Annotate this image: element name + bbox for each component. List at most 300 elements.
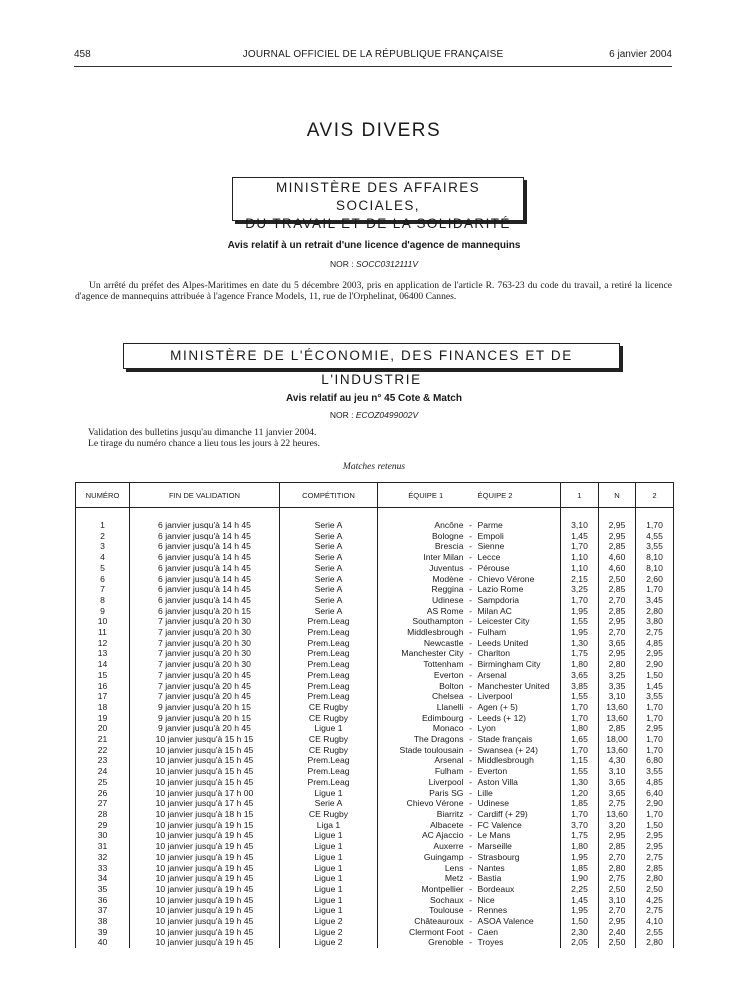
- cell-cote-1: 2,05: [561, 937, 599, 948]
- cell-cote-1: 1,70: [561, 595, 599, 606]
- cell-cote-1: 1,45: [561, 531, 599, 542]
- cell-equipe-2: Milan AC: [477, 605, 512, 616]
- col-header-2: 2: [636, 483, 674, 508]
- cell-cote-1: 1,55: [561, 616, 599, 627]
- cell-cote-1: 3,85: [561, 681, 599, 692]
- table-row: [76, 713, 674, 724]
- cell-cote-n: 3,65: [599, 788, 636, 799]
- cell-dash: -: [469, 830, 472, 841]
- cell-competition: Serie A: [280, 531, 378, 542]
- cell-equipe-2: Parme: [477, 520, 503, 530]
- cell-competition: Prem.Leag: [280, 766, 378, 777]
- cell-dash: -: [469, 573, 472, 584]
- cell-dash: -: [469, 766, 472, 777]
- cell-equipe-1: Udinese: [378, 595, 468, 606]
- col-header-competition: COMPÉTITION: [280, 483, 378, 508]
- cell-dash: -: [469, 691, 472, 702]
- cell-equipe-1: Inter Milan: [378, 552, 468, 563]
- table-row: [76, 541, 674, 552]
- cell-competition: Ligue 2: [280, 916, 378, 927]
- cell-cote-2: 3,55: [636, 541, 674, 552]
- cell-equipe-2: Lazio Rome: [477, 584, 524, 595]
- cell-numero: 19: [76, 713, 130, 724]
- cell-cote-2: 2,50: [636, 884, 674, 895]
- cell-dash: -: [469, 926, 472, 937]
- cell-numero: 26: [76, 788, 130, 799]
- cell-dash: -: [469, 819, 472, 830]
- cell-dash: -: [469, 734, 472, 745]
- cell-cote-1: 1,80: [561, 841, 599, 852]
- cell-dash: -: [469, 808, 472, 819]
- cell-cote-1: 1,10: [561, 552, 599, 563]
- cell-competition: Serie A: [280, 584, 378, 595]
- table-row: [76, 809, 674, 820]
- cell-equipe-1: Edimbourg: [378, 713, 468, 724]
- table-row: [76, 606, 674, 617]
- cell-fin-validation: 10 janvier jusqu'à 19 h 45: [130, 830, 280, 841]
- cell-cote-1: 1,70: [561, 713, 599, 724]
- cell-cote-1: 1,70: [561, 809, 599, 820]
- cell-fin-validation: 7 janvier jusqu'à 20 h 30: [130, 638, 280, 649]
- cell-equipe-2: Marseille: [477, 841, 512, 852]
- cell-equipe-1: The Dragons: [378, 734, 468, 745]
- cell-cote-n: 2,40: [599, 927, 636, 938]
- ministry-line: MINISTÈRE DE L'ÉCONOMIE, DES FINANCES ET DE L'INDUSTRIE: [170, 348, 573, 387]
- cell-cote-2: 2,80: [636, 937, 674, 948]
- page-header: [74, 49, 672, 63]
- cell-dash: -: [469, 701, 472, 712]
- cell-cote-1: 1,50: [561, 916, 599, 927]
- cell-cote-2: 4,85: [636, 638, 674, 649]
- cell-cote-n: 2,85: [599, 723, 636, 734]
- cell-fin-validation: 9 janvier jusqu'à 20 h 45: [130, 723, 280, 734]
- cell-cote-n: 2,95: [599, 531, 636, 542]
- cell-dash: -: [469, 541, 472, 552]
- cell-equipe-1: Tottenham: [378, 659, 468, 670]
- table-row: [76, 798, 674, 809]
- cell-cote-2: 2,90: [636, 798, 674, 809]
- table-row: [76, 648, 674, 659]
- cell-dash: -: [469, 530, 472, 541]
- cell-fin-validation: 6 janvier jusqu'à 14 h 45: [130, 574, 280, 585]
- cell-fin-validation: 7 janvier jusqu'à 20 h 30: [130, 648, 280, 659]
- cell-cote-1: 1,30: [561, 638, 599, 649]
- cell-equipe-2: FC Valence: [477, 819, 522, 830]
- table-row: [76, 638, 674, 649]
- notice-title-jeu: Avis relatif au jeu n° 45 Cote & Match: [286, 393, 462, 404]
- cell-fin-validation: 10 janvier jusqu'à 15 h 45: [130, 766, 280, 777]
- col-header-equipe-1: ÉQUIPE 1: [378, 483, 474, 508]
- cell-competition: Ligue 1: [280, 830, 378, 841]
- cell-equipe-1: Châteauroux: [378, 916, 468, 927]
- cell-competition: Prem.Leag: [280, 777, 378, 788]
- cell-cote-n: 3,65: [599, 777, 636, 788]
- cell-equipe-2: Everton: [477, 766, 508, 777]
- cell-dash: -: [469, 873, 472, 884]
- cell-competition: Ligue 1: [280, 873, 378, 884]
- cell-equipe-1: Paris SG: [378, 788, 468, 799]
- cell-equipe-2: Bordeaux: [477, 883, 515, 894]
- cell-equipe-2: Rennes: [477, 905, 508, 916]
- cell-equipe-2: Le Mans: [477, 830, 511, 841]
- cell-competition: Prem.Leag: [280, 627, 378, 638]
- cell-dash: -: [469, 584, 472, 595]
- cell-fin-validation: 7 janvier jusqu'à 20 h 30: [130, 616, 280, 627]
- cell-equipe-1: Bolton: [378, 681, 468, 692]
- cell-numero: 13: [76, 648, 130, 659]
- cell-dash: -: [469, 637, 472, 648]
- cell-equipe-1: Clermont Foot: [378, 927, 468, 938]
- cell-dash: -: [469, 798, 472, 809]
- cell-numero: 8: [76, 595, 130, 606]
- table-row: [76, 552, 674, 563]
- issue-date: 6 janvier 2004: [609, 49, 672, 60]
- cell-equipe-1: Monaco: [378, 723, 468, 734]
- cell-competition: Ligue 1: [280, 723, 378, 734]
- cell-cote-2: 1,70: [636, 809, 674, 820]
- cell-equipe-2: Pérouse: [477, 562, 510, 573]
- cell-cote-2: 2,55: [636, 927, 674, 938]
- table-row: [76, 702, 674, 713]
- cell-numero: 5: [76, 563, 130, 574]
- cell-fin-validation: 6 janvier jusqu'à 14 h 45: [130, 584, 280, 595]
- cell-cote-2: 2,95: [636, 723, 674, 734]
- cell-equipe-2: Strasbourg: [477, 851, 520, 862]
- cell-cote-1: 3,70: [561, 820, 599, 831]
- cell-equipe-2: Swansea (+ 24): [477, 744, 538, 755]
- cell-cote-1: 1,55: [561, 691, 599, 702]
- cell-equipe-2: Manchester United: [477, 680, 550, 691]
- cell-fin-validation: 10 janvier jusqu'à 19 h 45: [130, 916, 280, 927]
- cell-numero: 6: [76, 574, 130, 585]
- table-header-row: [76, 483, 674, 508]
- cell-numero: 28: [76, 809, 130, 820]
- cell-equipe-2: Arsenal: [477, 669, 507, 680]
- cell-cote-2: 1,70: [636, 584, 674, 595]
- cell-dash: -: [469, 605, 472, 616]
- cell-equipe-1: Everton: [378, 670, 468, 681]
- validation-line: Validation des bulletins jusqu'au dimanche 11 janvier 2004.: [88, 427, 317, 438]
- cell-cote-2: 6,40: [636, 788, 674, 799]
- cell-numero: 3: [76, 541, 130, 552]
- cell-competition: Serie A: [280, 798, 378, 809]
- table-row: [76, 755, 674, 766]
- nor-label: NOR :: [329, 259, 354, 269]
- cell-equipe-2: Caen: [477, 926, 499, 937]
- table-row: [76, 873, 674, 884]
- cell-dash: -: [469, 776, 472, 787]
- cell-cote-n: 2,80: [599, 863, 636, 874]
- cell-competition: Serie A: [280, 563, 378, 574]
- cell-cote-1: 3,25: [561, 584, 599, 595]
- cell-competition: Prem.Leag: [280, 638, 378, 649]
- cell-equipe-1: Lens: [378, 863, 468, 874]
- ministry-box-social: [232, 177, 524, 231]
- nor-line-1: [0, 259, 748, 269]
- cell-fin-validation: 9 janvier jusqu'à 20 h 15: [130, 713, 280, 724]
- cell-cote-2: 2,75: [636, 852, 674, 863]
- cell-competition: Prem.Leag: [280, 616, 378, 627]
- cell-cote-n: 18,00: [599, 734, 636, 745]
- cell-equipe-1: Ancône: [378, 520, 468, 531]
- cell-cote-n: 3,10: [599, 766, 636, 777]
- cell-cote-2: 2,95: [636, 830, 674, 841]
- cell-cote-n: 2,75: [599, 873, 636, 884]
- cell-dash: -: [469, 883, 472, 894]
- matches-table: [75, 482, 674, 948]
- cell-cote-1: 1,45: [561, 895, 599, 906]
- notice-title-mannequins: Avis relatif à un retrait d'une licence d'agence de mannequins: [227, 240, 521, 251]
- cell-equipe-2: Charlton: [477, 648, 510, 659]
- cell-dash: -: [469, 755, 472, 766]
- cell-numero: 14: [76, 659, 130, 670]
- cell-fin-validation: 10 janvier jusqu'à 19 h 15: [130, 820, 280, 831]
- cell-fin-validation: 7 janvier jusqu'à 20 h 45: [130, 691, 280, 702]
- cell-cote-n: 2,95: [599, 648, 636, 659]
- notice-body-mannequins: Un arrêté du préfet des Alpes-Maritimes en date du 5 décembre 2003, pris en application de l'article R. 763-23 du code du travail, a retiré la licence d'agence de mannequins attribuée à l'agence France Models, 11, rue de l'Orphelinat, 06400 Cannes.: [75, 280, 672, 302]
- cell-equipe-1: AS Rome: [378, 606, 468, 617]
- cell-competition: Ligue 1: [280, 841, 378, 852]
- cell-equipe-2: Lyon: [477, 723, 496, 734]
- cell-cote-1: 1,85: [561, 798, 599, 809]
- nor-code: ECOZ0499002V: [355, 410, 419, 420]
- cell-cote-2: 4,10: [636, 916, 674, 927]
- cell-competition: Ligue 2: [280, 927, 378, 938]
- cell-dash: -: [469, 648, 472, 659]
- cell-fin-validation: 10 janvier jusqu'à 19 h 45: [130, 873, 280, 884]
- cell-cote-n: 13,60: [599, 809, 636, 820]
- cell-numero: 22: [76, 745, 130, 756]
- cell-cote-n: 3,10: [599, 691, 636, 702]
- cell-equipe-1: Middlesbrough: [378, 627, 468, 638]
- cell-cote-2: 1,70: [636, 734, 674, 745]
- table-row: [76, 616, 674, 627]
- cell-cote-2: 1,70: [636, 713, 674, 724]
- cell-fin-validation: 10 janvier jusqu'à 17 h 00: [130, 788, 280, 799]
- cell-equipe-1: Newcastle: [378, 638, 468, 649]
- cell-cote-2: 4,85: [636, 777, 674, 788]
- cell-fin-validation: 10 janvier jusqu'à 15 h 45: [130, 755, 280, 766]
- ministry-line-2: DU TRAVAIL ET DE LA SOLIDARITÉ: [245, 216, 511, 231]
- cell-equipe-2: Leeds (+ 12): [477, 712, 526, 723]
- cell-cote-1: 1,30: [561, 777, 599, 788]
- cell-cote-n: 2,70: [599, 852, 636, 863]
- cell-equipe-1: Albacete: [378, 820, 468, 831]
- cell-competition: CE Rugby: [280, 745, 378, 756]
- cell-cote-2: 1,50: [636, 820, 674, 831]
- ministry-box-economy: [123, 343, 620, 387]
- cell-fin-validation: 10 janvier jusqu'à 18 h 15: [130, 809, 280, 820]
- tirage-line: Le tirage du numéro chance a lieu tous les jours à 22 heures.: [88, 438, 321, 449]
- cell-competition: Prem.Leag: [280, 755, 378, 766]
- cell-competition: CE Rugby: [280, 713, 378, 724]
- cell-cote-n: 2,50: [599, 937, 636, 948]
- cell-dash: -: [469, 616, 472, 627]
- col-header-fin-validation: FIN DE VALIDATION: [130, 483, 280, 508]
- cell-fin-validation: 6 janvier jusqu'à 14 h 45: [130, 552, 280, 563]
- cell-cote-2: 2,80: [636, 873, 674, 884]
- cell-equipe-2: Udinese: [477, 798, 510, 809]
- cell-fin-validation: 6 janvier jusqu'à 14 h 45: [130, 531, 280, 542]
- cell-equipe-2: Lille: [477, 787, 493, 798]
- cell-cote-2: 2,95: [636, 648, 674, 659]
- table-row: [76, 927, 674, 938]
- cell-equipe-2: Birmingham City: [477, 659, 541, 670]
- cell-cote-2: 4,55: [636, 531, 674, 542]
- cell-numero: 20: [76, 723, 130, 734]
- cell-competition: Ligue 2: [280, 937, 378, 948]
- cell-competition: CE Rugby: [280, 809, 378, 820]
- cell-equipe-2: Middlesbrough: [477, 755, 534, 766]
- cell-cote-1: 1,80: [561, 723, 599, 734]
- cell-cote-1: 1,75: [561, 830, 599, 841]
- cell-equipe-2: Stade français: [477, 734, 533, 745]
- header-rule: [74, 66, 672, 67]
- table-row: [76, 659, 674, 670]
- cell-cote-n: 3,25: [599, 670, 636, 681]
- table-row: [76, 788, 674, 799]
- cell-cote-2: 8,10: [636, 552, 674, 563]
- table-row: [76, 745, 674, 756]
- cell-numero: 12: [76, 638, 130, 649]
- cell-numero: 1: [76, 520, 130, 531]
- table-row: [76, 574, 674, 585]
- table-body: [76, 508, 674, 949]
- cell-fin-validation: 6 janvier jusqu'à 14 h 45: [130, 563, 280, 574]
- cell-cote-2: 1,45: [636, 681, 674, 692]
- cell-numero: 40: [76, 937, 130, 948]
- cell-dash: -: [469, 520, 472, 530]
- cell-dash: -: [469, 712, 472, 723]
- cell-cote-2: 6,80: [636, 755, 674, 766]
- cell-equipe-2: ASOA Valence: [477, 916, 534, 927]
- cell-cote-2: 2,80: [636, 606, 674, 617]
- cell-competition: Ligue 1: [280, 852, 378, 863]
- table-row: [76, 841, 674, 852]
- cell-cote-1: 1,15: [561, 755, 599, 766]
- cell-cote-1: 1,70: [561, 745, 599, 756]
- cell-equipe-1: Auxerre: [378, 841, 468, 852]
- cell-numero: 16: [76, 681, 130, 692]
- cell-numero: 23: [76, 755, 130, 766]
- cell-equipe-2: Nantes: [477, 862, 505, 873]
- cell-equipe-1: Juventus: [378, 563, 468, 574]
- cell-equipe-2: Troyes: [477, 937, 504, 948]
- cell-fin-validation: 10 janvier jusqu'à 19 h 45: [130, 852, 280, 863]
- table-row: [76, 863, 674, 874]
- cell-equipe-1: Llanelli: [378, 702, 468, 713]
- cell-cote-n: 2,85: [599, 841, 636, 852]
- cell-cote-1: 1,80: [561, 659, 599, 670]
- cell-equipe-1: Arsenal: [378, 755, 468, 766]
- cell-numero: 4: [76, 552, 130, 563]
- cell-competition: Ligue 1: [280, 863, 378, 874]
- cell-fin-validation: 10 janvier jusqu'à 19 h 45: [130, 841, 280, 852]
- cell-equipe-1: Montpellier: [378, 884, 468, 895]
- cell-cote-1: 1,95: [561, 905, 599, 916]
- table-caption: Matches retenus: [342, 462, 406, 472]
- cell-cote-n: 2,50: [599, 884, 636, 895]
- cell-cote-n: 2,95: [599, 616, 636, 627]
- cell-dash: -: [469, 841, 472, 852]
- cell-equipe-2: Sampdoria: [477, 594, 520, 605]
- cell-dash: -: [469, 916, 472, 927]
- cell-competition: Prem.Leag: [280, 691, 378, 702]
- cell-fin-validation: 7 janvier jusqu'à 20 h 45: [130, 681, 280, 692]
- cell-equipe-2: Aston Villa: [477, 776, 518, 787]
- cell-cote-2: 1,50: [636, 670, 674, 681]
- cell-numero: 39: [76, 927, 130, 938]
- cell-cote-n: 2,85: [599, 584, 636, 595]
- cell-competition: Liga 1: [280, 820, 378, 831]
- cell-competition: Ligue 1: [280, 905, 378, 916]
- cell-fin-validation: 7 janvier jusqu'à 20 h 30: [130, 627, 280, 638]
- col-header-n: N: [599, 483, 636, 508]
- cell-numero: 25: [76, 777, 130, 788]
- cell-dash: -: [469, 627, 472, 638]
- cell-numero: 17: [76, 691, 130, 702]
- cell-fin-validation: 10 janvier jusqu'à 19 h 45: [130, 937, 280, 948]
- cell-fin-validation: 10 janvier jusqu'à 17 h 45: [130, 798, 280, 809]
- table-row: [76, 734, 674, 745]
- cell-equipe-1: Fulham: [378, 766, 468, 777]
- cell-cote-n: 13,60: [599, 713, 636, 724]
- journal-title: JOURNAL OFFICIEL DE LA RÉPUBLIQUE FRANÇAISE: [242, 49, 504, 60]
- cell-fin-validation: 10 janvier jusqu'à 19 h 45: [130, 895, 280, 906]
- cell-equipe-2: Empoli: [477, 530, 504, 541]
- cell-numero: 7: [76, 584, 130, 595]
- col-header-1: 1: [561, 483, 599, 508]
- cell-numero: 30: [76, 830, 130, 841]
- cell-numero: 18: [76, 702, 130, 713]
- cell-cote-2: 2,90: [636, 659, 674, 670]
- cell-cote-n: 2,70: [599, 627, 636, 638]
- cell-cote-n: 13,60: [599, 702, 636, 713]
- cell-cote-2: 2,95: [636, 841, 674, 852]
- cell-cote-2: 3,45: [636, 595, 674, 606]
- cell-cote-2: 1,70: [636, 745, 674, 756]
- cell-fin-validation: 10 janvier jusqu'à 19 h 45: [130, 927, 280, 938]
- cell-equipe-2: Cardiff (+ 29): [477, 808, 528, 819]
- cell-equipe-1: Chelsea: [378, 691, 468, 702]
- cell-cote-n: 2,95: [599, 916, 636, 927]
- cell-cote-n: 3,35: [599, 681, 636, 692]
- cell-cote-2: 3,80: [636, 616, 674, 627]
- cell-equipe-1: Chievo Vérone: [378, 798, 468, 809]
- cell-fin-validation: 10 janvier jusqu'à 15 h 45: [130, 745, 280, 756]
- table-row: [76, 895, 674, 906]
- table-row: [76, 916, 674, 927]
- cell-cote-1: 1,85: [561, 863, 599, 874]
- cell-cote-n: 2,75: [599, 798, 636, 809]
- cell-dash: -: [469, 787, 472, 798]
- cell-numero: 27: [76, 798, 130, 809]
- nor-line-2: [0, 410, 748, 420]
- cell-cote-1: 1,70: [561, 541, 599, 552]
- table-row: [76, 820, 674, 831]
- nor-label: NOR :: [329, 410, 354, 420]
- cell-equipe-1: Metz: [378, 873, 468, 884]
- cell-dash: -: [469, 552, 472, 563]
- cell-cote-1: 1,75: [561, 648, 599, 659]
- cell-numero: 2: [76, 531, 130, 542]
- cell-dash: -: [469, 659, 472, 670]
- cell-cote-1: 1,65: [561, 734, 599, 745]
- cell-competition: Ligue 1: [280, 884, 378, 895]
- col-header-numero: NUMÉRO: [76, 483, 130, 508]
- table-row: [76, 563, 674, 574]
- cell-equipe-1: Toulouse: [378, 905, 468, 916]
